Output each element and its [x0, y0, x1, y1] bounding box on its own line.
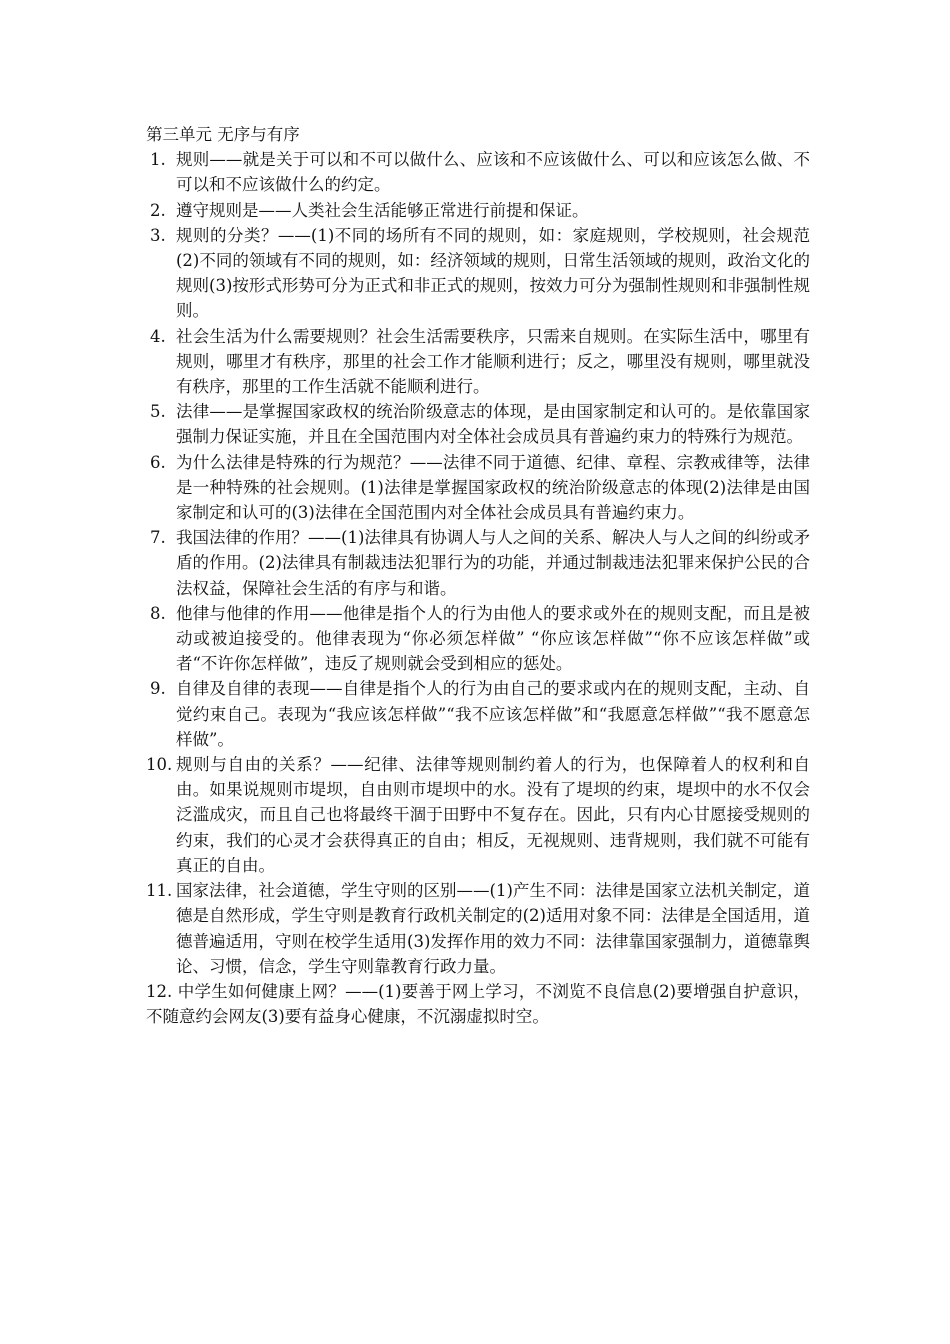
list-item — [146, 752, 810, 878]
item-number: 7. — [150, 528, 166, 548]
item-text: 他律与他律的作用——他律是指个人的行为由他人的要求或外在的规则支配，而且是被动或被迫接受的。他律表现为“你必须怎样做” “你应该怎样做”“你不应该怎样做”或者“不许你怎样做”，违反了规则就会受到相应的惩处。 — [176, 603, 810, 674]
item-text: 我国法律的作用？——(1)法律具有协调人与人之间的关系、解决人与人之间的纠纷或矛盾的作用。(2)法律具有制裁违法犯罪行为的功能，并通过制裁违法犯罪来保护公民的合法权益，保障社会生活的有序与和谐。 — [176, 528, 810, 598]
item-text: 规则的分类？——(1)不同的场所有不同的规则，如：家庭规则，学校规则，社会规范(2)不同的领域有不同的规则，如：经济领域的规则，日常生活领域的规则，政治文化的规则(3)按形式形势可分为正式和非正式的规则，按效力可分为强制性规则和非强制性规则。 — [176, 225, 810, 321]
list-item — [146, 223, 810, 324]
item-number: 2. — [150, 200, 166, 220]
item-number: 5. — [150, 402, 166, 422]
document-body — [146, 122, 810, 1029]
item-text: 自律及自律的表现——自律是指个人的行为由自己的要求或内在的规则支配，主动、自觉约束自己。表现为“我应该怎样做”“我不应该怎样做”和“我愿意怎样做”“我不愿意怎样做”。 — [176, 679, 810, 749]
list-item — [146, 601, 810, 677]
item-number: 11. — [146, 881, 173, 901]
item-text: 为什么法律是特殊的行为规范？——法律不同于道德、纪律、章程、宗教戒律等，法律是一种特殊的社会规则。(1)法律是掌握国家政权的统治阶级意志的体现(2)法律是由国家制定和认可的(3)法律在全国范围内对全体社会成员具有普遍约束力。 — [176, 452, 810, 523]
list-item — [146, 676, 810, 752]
numbered-list — [146, 147, 810, 979]
list-item — [146, 399, 810, 449]
list-item — [146, 450, 810, 526]
item-text: 规则与自由的关系？——纪律、法律等规则制约着人的行为，也保障着人的权利和自由。如果说规则市堤坝，自由则市堤坝中的水。没有了堤坝的约束，堤坝中的水不仅会泛滥成灾，而且自己也将最终干涸于田野中不复存在。因此，只有内心甘愿接受规则的约束，我们的心灵才会获得真正的自由；相反，无视规则、违背规则，我们就不可能有真正的自由。 — [176, 755, 810, 875]
item-number: 3. — [150, 225, 166, 245]
item-text: 法律——是掌握国家政权的统治阶级意志的体现，是由国家制定和认可的。是依靠国家强制力保证实施，并且在全国范围内对全体社会成员具有普遍约束力的特殊行为规范。 — [176, 402, 810, 447]
item-number: 10. — [146, 755, 173, 775]
list-item — [146, 878, 810, 979]
list-item — [146, 198, 810, 223]
item-number: 6. — [150, 452, 166, 472]
unit-title: 第三单元 无序与有序 — [146, 125, 300, 144]
item-number: 9. — [150, 679, 166, 699]
item-text: 社会生活为什么需要规则？社会生活需要秩序，只需来自规则。在实际生活中，哪里有规则，哪里才有秩序，那里的社会工作才能顺利进行；反之，哪里没有规则，哪里就没有秩序，那里的工作生活就不能顺利进行。 — [176, 326, 810, 397]
item-number: 1. — [150, 150, 166, 170]
item-text: 遵守规则是——人类社会生活能够正常进行前提和保证。 — [176, 200, 589, 220]
item-number: 4. — [150, 326, 166, 346]
item-text: 规则——就是关于可以和不可以做什么、应该和不应该做什么、可以和应该怎么做、不可以和不应该做什么的约定。 — [176, 150, 810, 195]
last-paragraph: 12. 中学生如何健康上网？——(1)要善于网上学习，不浏览不良信息(2)要增强自护意识，不随意约会网友(3)要有益身心健康，不沉溺虚拟时空。 — [146, 981, 810, 1027]
list-item — [146, 525, 810, 601]
list-item — [146, 147, 810, 197]
list-item — [146, 324, 810, 400]
item-number: 8. — [150, 603, 166, 623]
item-text: 国家法律，社会道德，学生守则的区别——(1)产生不同：法律是国家立法机关制定，道德是自然形成，学生守则是教育行政机关制定的(2)适用对象不同：法律是全国适用，道德普遍适用，守则在校学生适用(3)发挥作用的效力不同：法律靠国家强制力，道德靠舆论、习惯，信念，学生守则靠教育行政力量。 — [176, 881, 810, 976]
